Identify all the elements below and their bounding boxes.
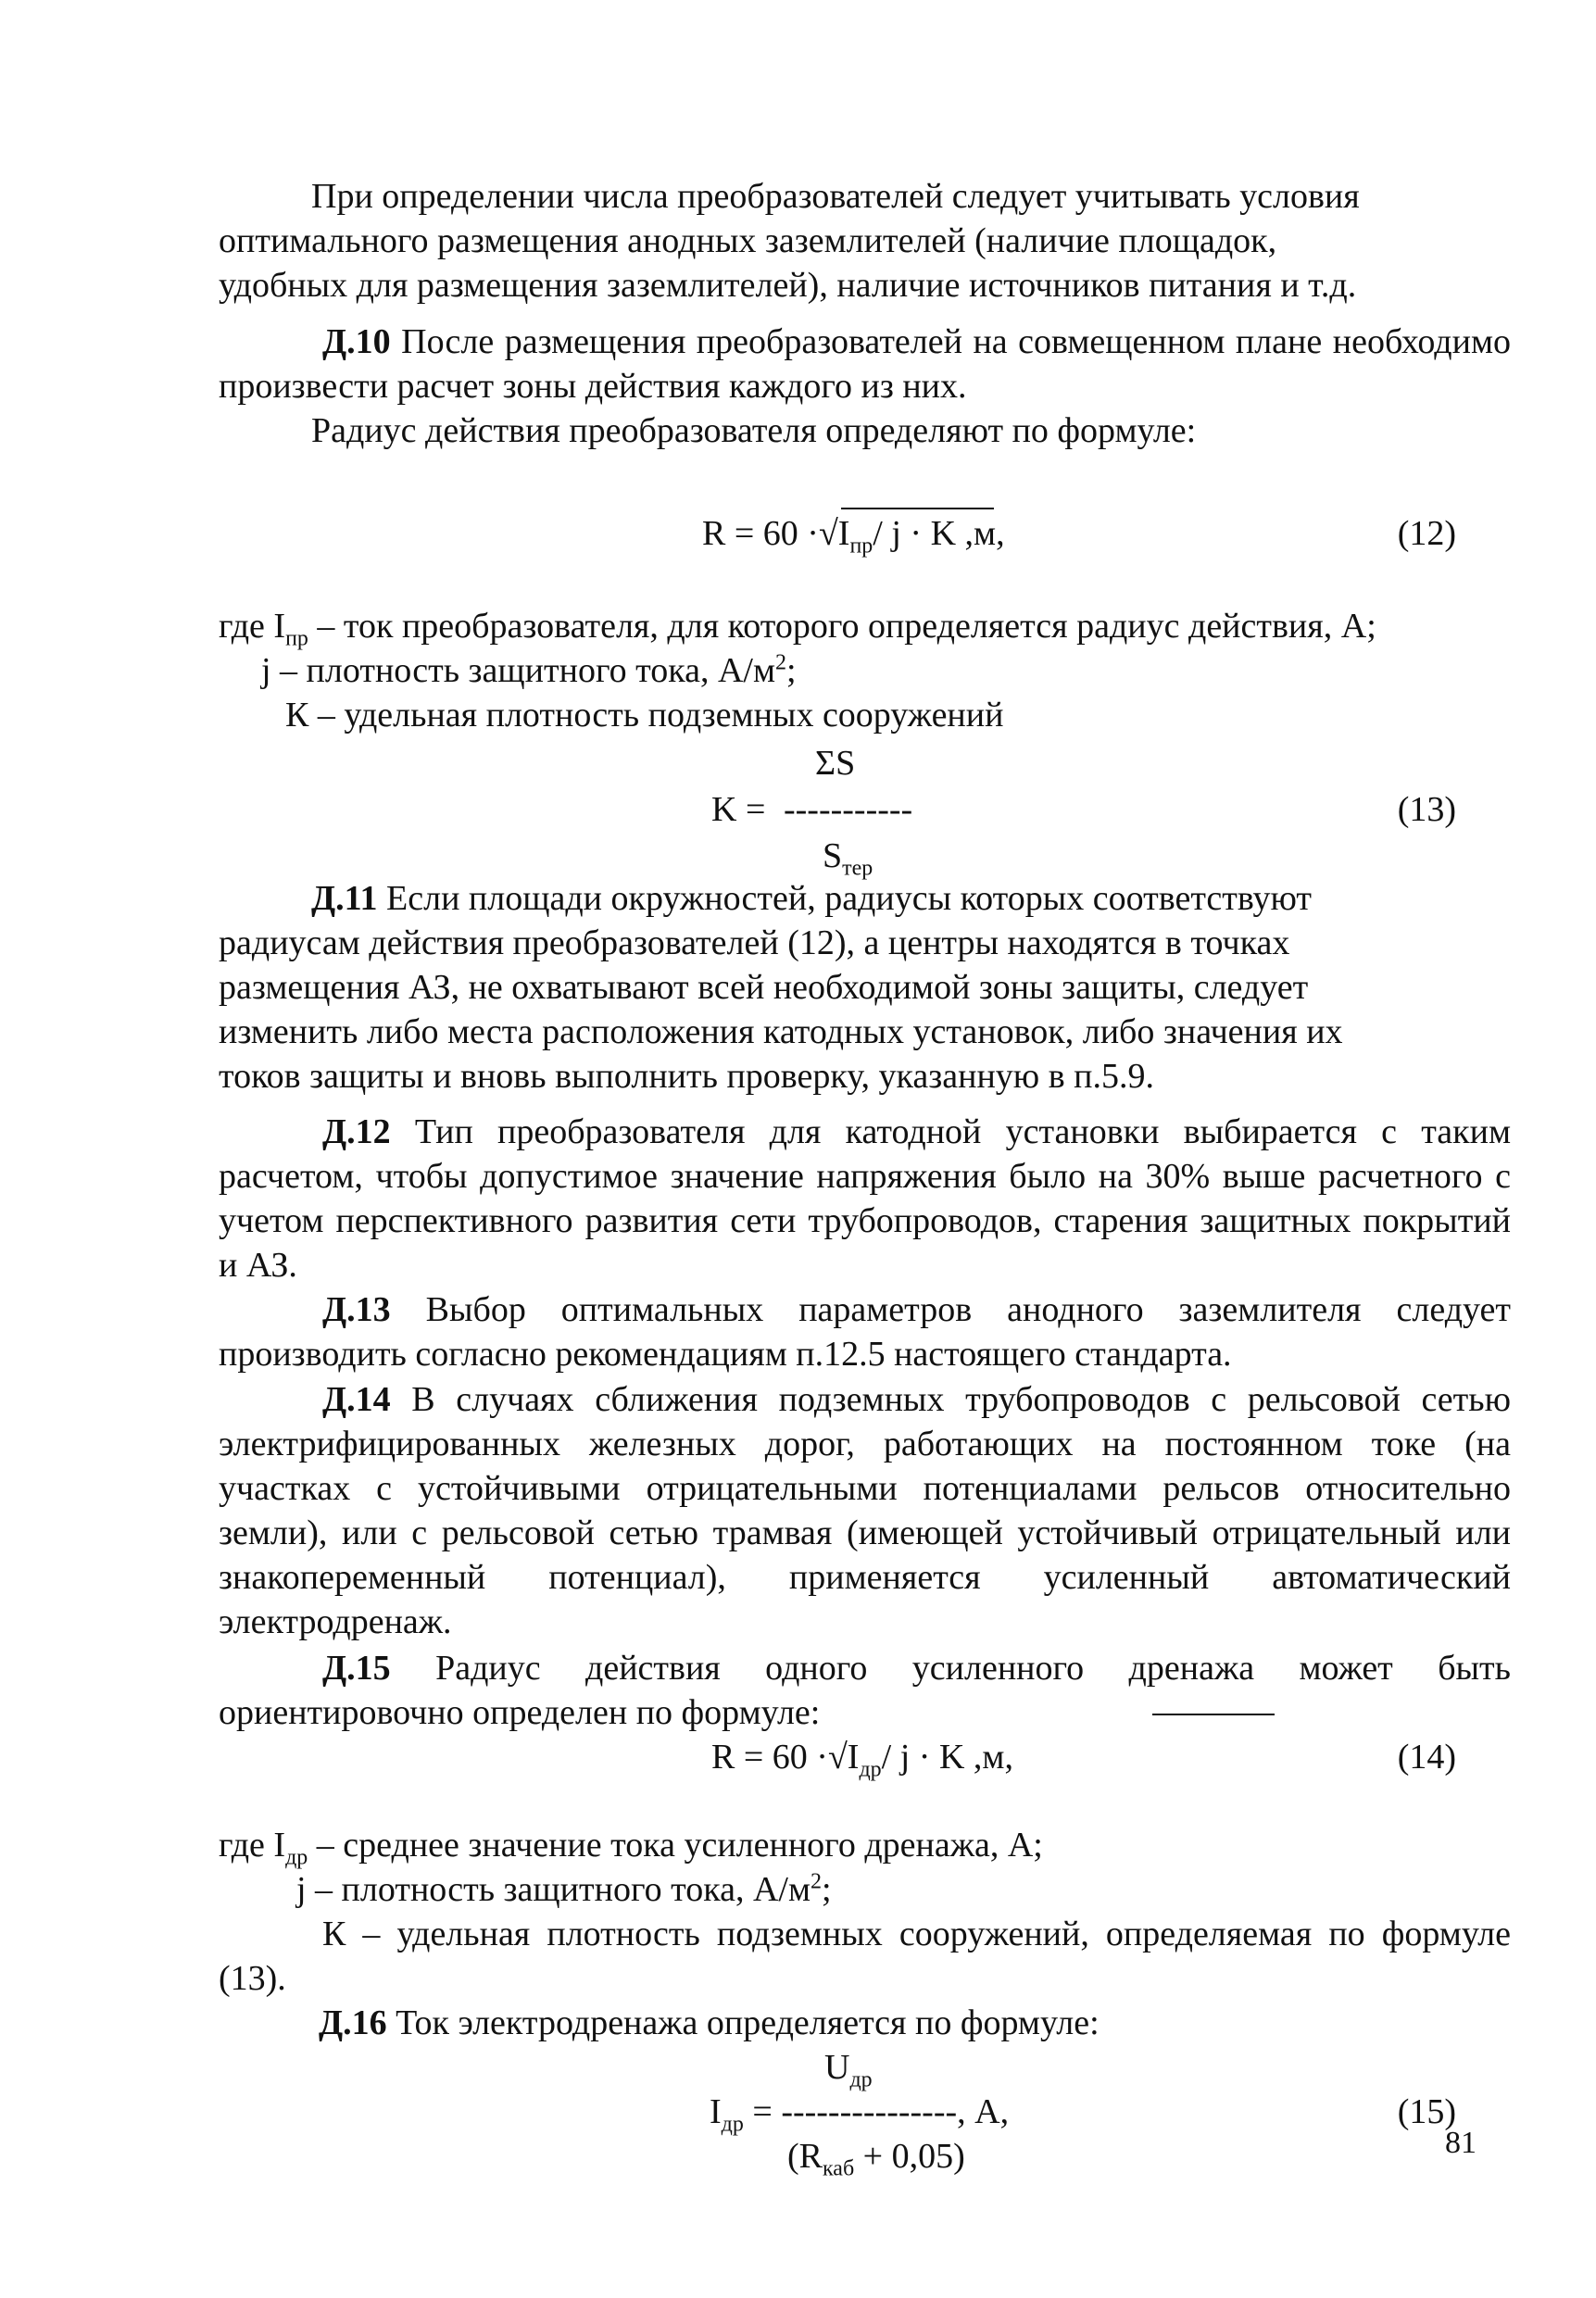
d13-label: Д.13 [322,1290,391,1329]
d11-line-5: токов защиты и вновь выполнить проверку, указанную в п.5.9. [219,1057,1154,1096]
formula-13-numerator: ΣS [815,744,856,783]
formula-15-number: (15) [1397,2092,1456,2131]
formula-13-bar: ----------- [784,790,913,829]
intro-paragraph [219,174,1511,308]
formula-12 [702,511,1005,559]
intro-line-3: удобных для размещения заземлителей), наличие источников питания и т.д. [219,266,1357,305]
section-d11 [219,876,1511,1099]
d10-text: После размещения преобразователей на совмещенном плане необходимо произвести расчет зоны действия каждого из них. [219,322,1512,406]
d15-label: Д.15 [322,1649,391,1688]
d12-label: Д.12 [322,1112,391,1151]
where-12-line-3: К – удельная плотность подземных сооружений [285,696,1004,735]
d16-label: Д.16 [319,2003,387,2042]
where-14-line-3: К – удельная плотность подземных сооружений, определяемая по формуле (13). [219,1915,1511,1998]
formula-15-denominator: $(R_{каб} + 0,05)$ [787,2137,965,2181]
d14-label: Д.14 [322,1380,391,1419]
d10-paragraph [219,320,1511,408]
d11-line-3: размещения АЗ, не охватывают всей необходимой зоны защиты, следует [219,968,1309,1007]
where-12-line-1: где $I_{пр}$ – ток преобразователя, для которого определяется радиус действия, А; [219,607,1376,651]
d10-label: Д.10 [322,322,391,361]
section-d12 [219,1110,1511,1287]
d16-paragraph: Д.16 Ток электродренажа определяется по формуле: [319,2003,1100,2042]
d11-line-2: радиусам действия преобразователей (12), а центры находятся в точках [219,923,1290,962]
where-12 [219,604,1511,737]
d11-line-4: изменить либо места расположения катодных установок, либо значения их [219,1012,1343,1051]
sqrt-icon: √ [818,514,838,553]
d12-paragraph: Д.12 Тип преобразователя для катодной установки выбирается с таким расчетом, чтобы допустимое значение напряжения было на 30% выше расчетного с учетом перспективного развития сети трубопроводов, старения защитных покрытий и АЗ. [219,1112,1511,1285]
formula-14: $R = 60 \cdot√I_{др}/$ j · K ,м, [711,1738,1013,1782]
formula-12-number: (12) [1397,514,1456,553]
section-d10 [219,320,1511,453]
d11-label: Д.11 [311,879,378,918]
formula-12-unit: ,м, [964,514,1005,553]
section-d13 [219,1287,1511,1376]
section-d14 [219,1377,1511,1644]
d10-radius-intro: Радиус действия преобразователя определяют по формуле: [311,411,1197,450]
formula-12-left: R = 60 · [702,514,819,553]
d13-paragraph: Д.13 Выбор оптимальных параметров анодного заземлителя следует производить согласно рекомендациям п.12.5 настоящего стандарта. [219,1290,1512,1374]
where-14 [219,1823,1511,2001]
formula-12-rest: / j · K [873,514,957,553]
formula-14-radical-bar [1152,1714,1275,1715]
formula-14-number: (14) [1397,1738,1456,1777]
d15-line-1: Д.15 Радиус действия одного усиленного дренажа может быть [322,1649,1511,1688]
formula-13-lhs: K = [711,790,766,829]
formula-15-numerator: $U_{др}$ [824,2048,873,2092]
intro-line-2: оптимального размещения анодных заземлителей (наличие площадок, [219,221,1277,260]
formula-12-current: I [837,514,850,553]
d15-line-2: ориентировочно определен по формуле: [219,1693,821,1732]
section-d16 [219,2001,1511,2045]
formula-15-bar: --------------- [781,2092,958,2131]
section-d15 [219,1646,1511,1735]
d14-paragraph: Д.14 В случаях сближения подземных трубопроводов с рельсовой сетью электрифицированных железных дорог, работающих на постоянном токе (на участках с устойчивыми отрицательными потенциалами рельсов относительно земли), или с рельсовой сетью трамвая (имеющей устойчивый отрицательный или знакопеременный потенциал), применяется усиленный автоматический электродренаж. [219,1380,1511,1641]
d11-line-1: Д.11 Если площади окружностей, радиусы которых соответствуют [311,879,1313,918]
intro-line-1: При определении числа преобразователей следует учитывать условия [311,177,1360,216]
sqrt-icon: √ [827,1738,848,1777]
formula-15-main: $I_{др}$ = ---------------, А, [710,2092,1010,2137]
formula-12-radical-bar [841,508,994,509]
where-14-line-1: где $I_{др}$ – среднее значение тока усиленного дренажа, А; [219,1826,1043,1870]
where-14-line-2: j – плотность защитного тока, $А/м^2$; [296,1869,832,1909]
formula-12-current-sub: пр [849,534,873,559]
formula-13-number: (13) [1397,790,1456,829]
where-12-line-2: j – плотность защитного тока, $А/м^2$; [261,650,797,690]
formula-13-denominator: $S_{тер}$ [823,836,873,881]
page-number: 81 [1445,2126,1477,2160]
